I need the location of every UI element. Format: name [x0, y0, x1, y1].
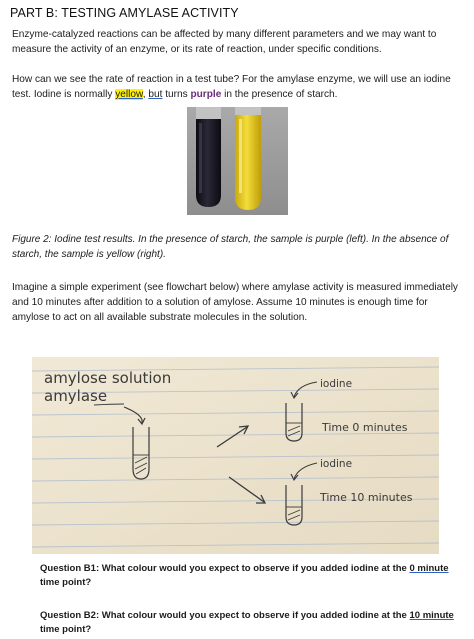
purple-tube [196, 107, 221, 207]
intro-paragraph: Enzyme-catalyzed reactions can be affected by many different parameters and we may want to measure the activity of an enzyme, or its rate of reaction, under specific conditions. [12, 29, 437, 55]
yellow-word: yellow [115, 89, 143, 100]
q2-text-b: time point? [40, 624, 92, 635]
figure-caption: Figure 2: Iodine test results. In the presence of starch, the sample is purple (left). In the absence of starch, the sample is yellow (right). [12, 234, 449, 260]
q2-text-a: Question B2: What colour would you expect to observe if you added iodine at the [40, 610, 410, 621]
experiment-paragraph: Imagine a simple experiment (see flowchart below) where amylase activity is measured immediately and 10 minutes after addition to a solution of amylose. Assume 10 minutes is enough time for amylose to act on all available substrate molecules in the solution. [12, 282, 458, 323]
yellow-tube [235, 107, 261, 210]
iodine-text-d: in the presence of starch. [221, 89, 338, 100]
amylose-solution-label: amylose solution [44, 369, 172, 387]
iodine-label-top: iodine [320, 378, 353, 390]
purple-word: purple [190, 89, 222, 100]
iodine-text-a: How can we see the rate of reaction in a test tube? For the amylase enzyme, we will use an iodine test. Iodine is normally [12, 74, 451, 100]
iodine-label-bottom: iodine [320, 458, 353, 470]
iodine-text-c: turns [162, 89, 191, 100]
test-tubes-image [187, 107, 288, 215]
q2-underlined: 10 minute [409, 610, 454, 621]
time-0-label: Time 0 minutes [322, 421, 408, 434]
q1-text-a: Question B1: What colour would you expect to observe if you added iodine at the [40, 563, 410, 574]
iodine-paragraph [12, 72, 466, 102]
q1-underlined: 0 minute [409, 563, 449, 574]
q1-text-b: time point? [40, 577, 92, 588]
section-heading: PART B: TESTING AMYLASE ACTIVITY [10, 6, 239, 20]
question-b1 [40, 562, 454, 590]
amylase-label: amylase [44, 387, 108, 405]
flowchart-image [32, 357, 439, 554]
iodine-text-comma: , [142, 89, 146, 100]
iodine-test-photo [187, 107, 288, 215]
question-b2 [40, 609, 454, 637]
time-10-label: Time 10 minutes [320, 491, 413, 504]
but-word: but [148, 89, 163, 100]
flowchart-drawing [32, 357, 439, 554]
